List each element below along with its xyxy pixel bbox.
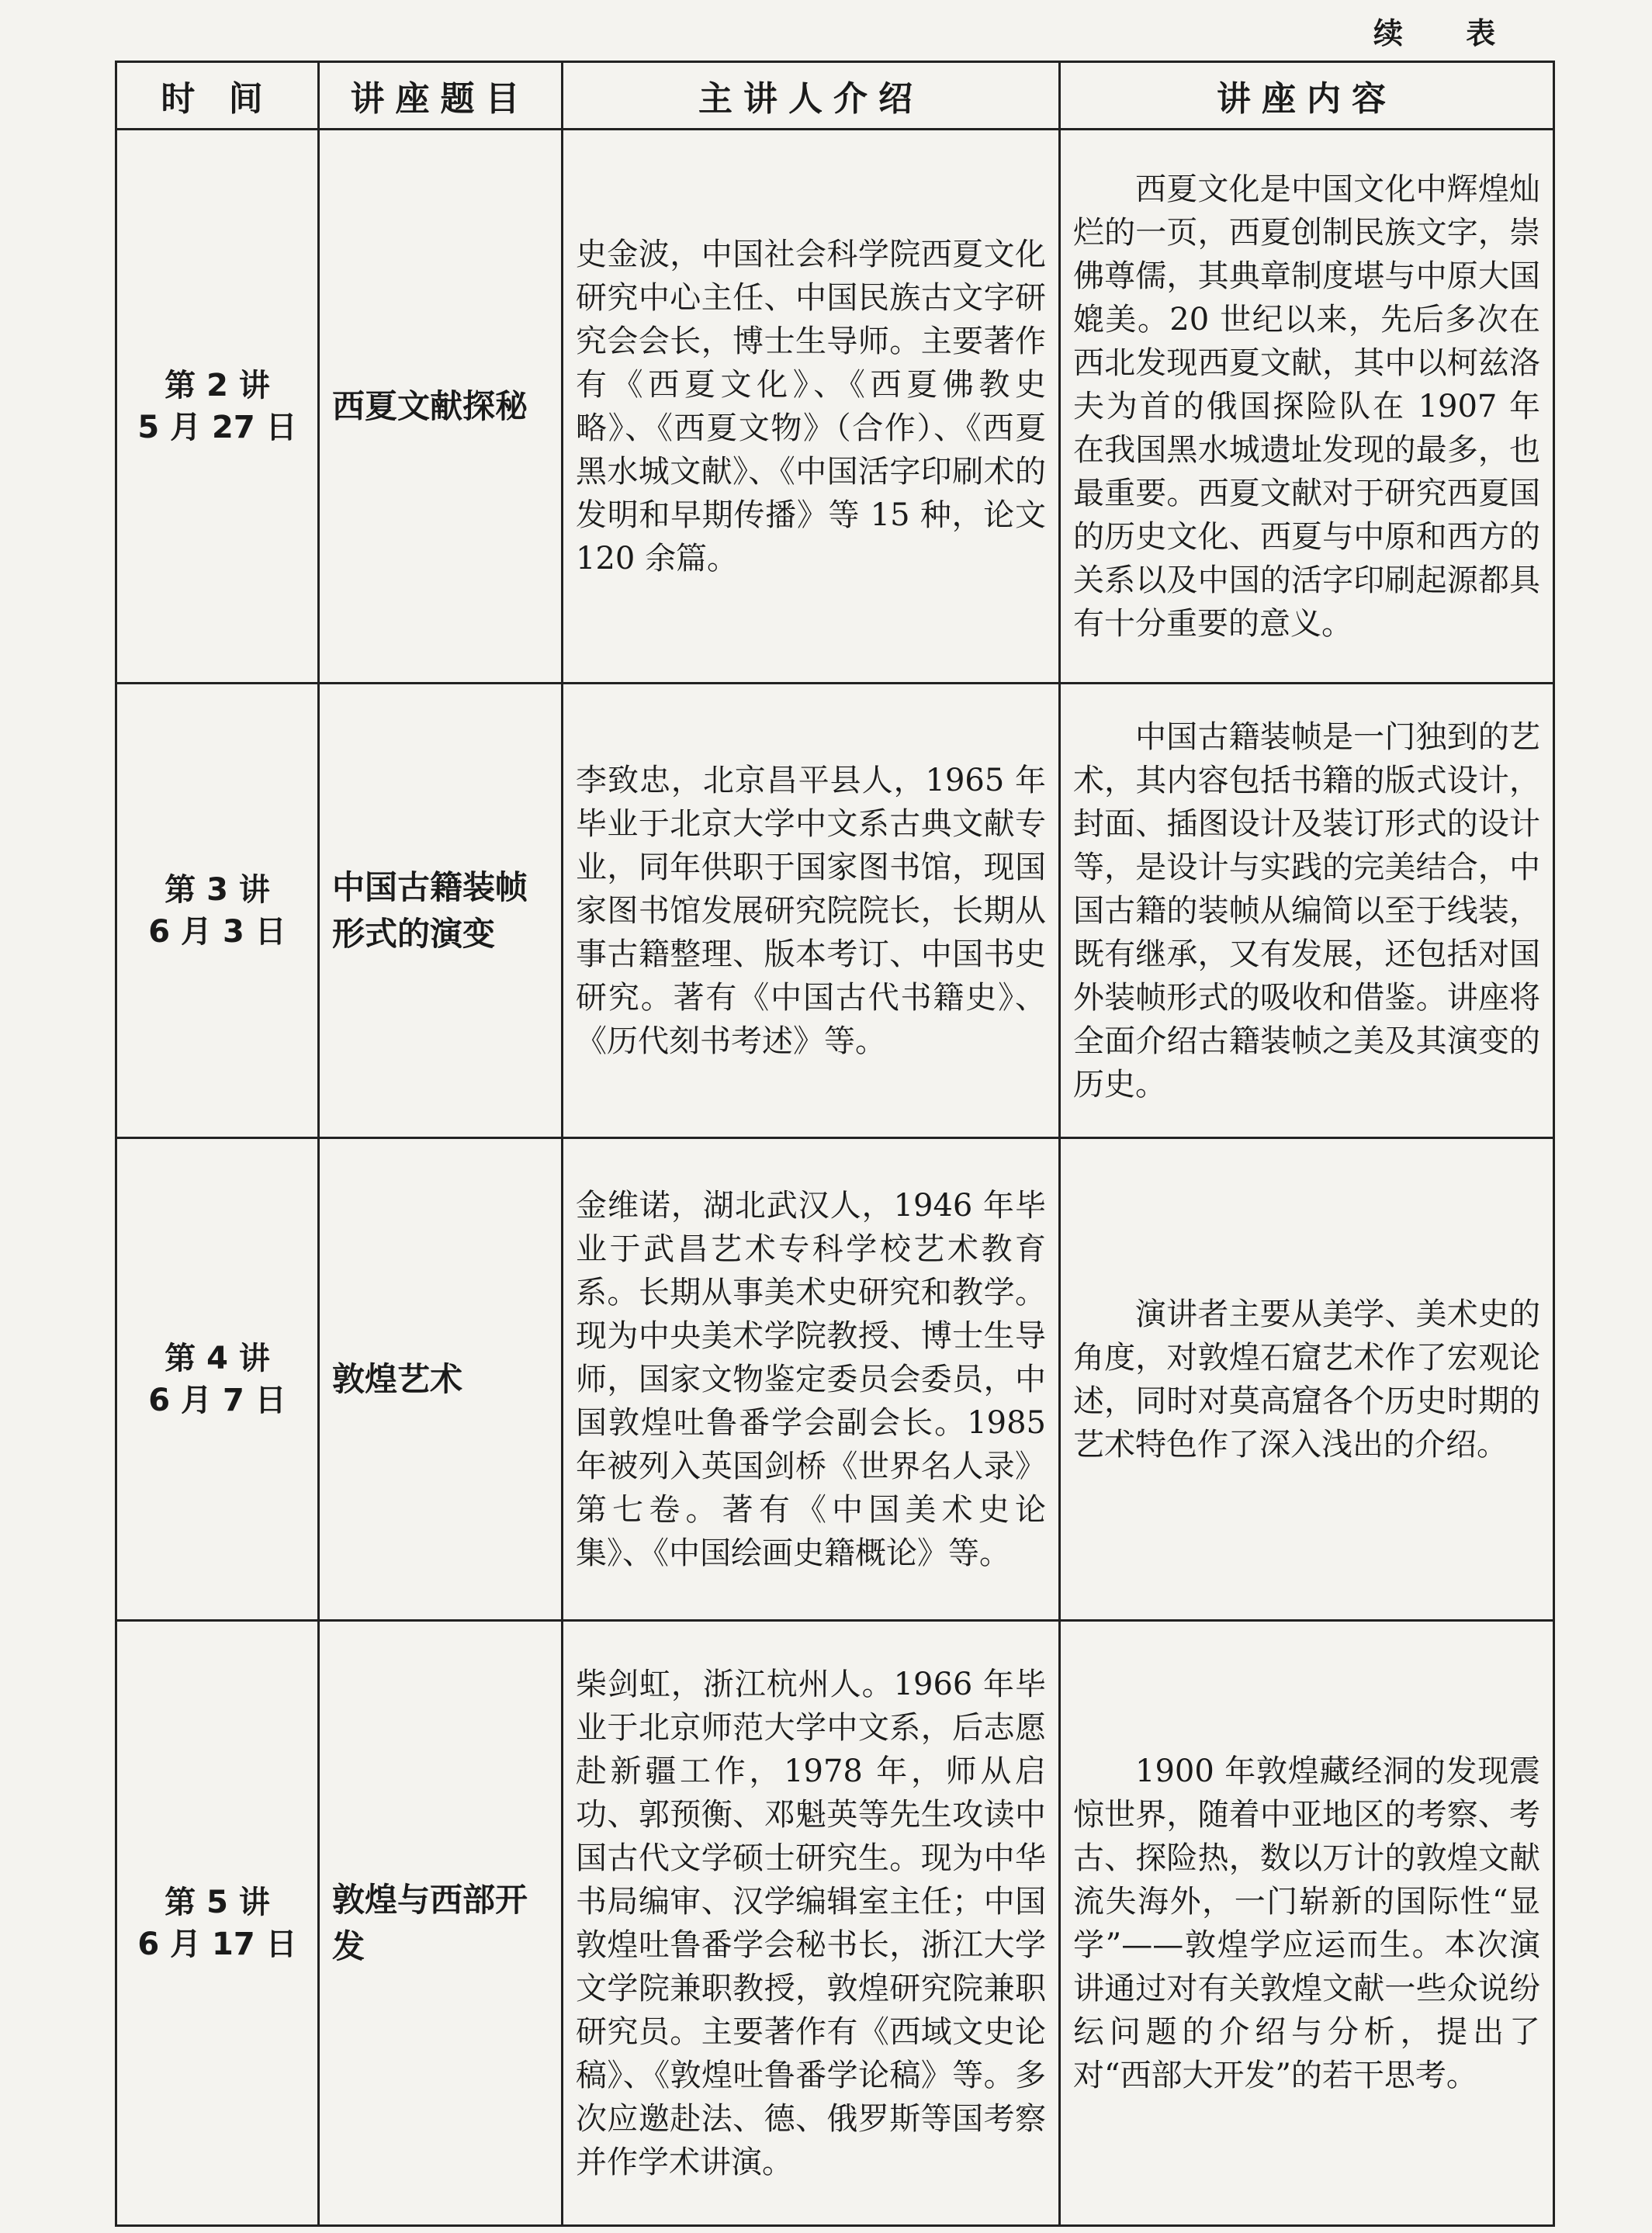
header-row <box>116 62 1554 130</box>
header-topic: 讲座题目 <box>319 62 563 130</box>
speaker-cell: 李致忠，北京昌平县人，1965 年毕业于北京大学中文系古典文献专业，同年供职于国家图书馆，现国家图书馆发展研究院院长，长期从事古籍整理、版本考订、中国书史研究。著有《中国古代书籍史》、《历代刻书考述》等。 <box>563 684 1060 1138</box>
lecture-number: 第 5 讲 <box>165 1884 270 1920</box>
topic-cell: 敦煌与西部开发 <box>319 1621 563 2226</box>
topic-cell: 中国古籍装帧形式的演变 <box>319 684 563 1138</box>
lecture-date: 6 月 7 日 <box>148 1382 286 1418</box>
header-speaker: 主讲人介绍 <box>563 62 1060 130</box>
content-cell: 演讲者主要从美学、美术史的角度，对敦煌石窟艺术作了宏观论述，同时对莫高窟各个历史时期的艺术特色作了深入浅出的介绍。 <box>1060 1138 1554 1621</box>
lecture-date: 5 月 27 日 <box>137 409 297 445</box>
time-cell <box>116 130 319 684</box>
time-cell <box>116 1621 319 2226</box>
time-cell <box>116 684 319 1138</box>
lecture-date: 6 月 3 日 <box>148 913 286 950</box>
header-content: 讲座内容 <box>1060 62 1554 130</box>
table-row <box>116 684 1554 1138</box>
topic-cell: 西夏文献探秘 <box>319 130 563 684</box>
table-row <box>116 1621 1554 2226</box>
speaker-cell: 史金波，中国社会科学院西夏文化研究中心主任、中国民族古文字研究会会长，博士生导师。主要著作有《西夏文化》、《西夏佛教史略》、《西夏文物》（合作）、《西夏黑水城文献》、《中国活字印刷术的发明和早期传播》等 15 种，论文 120 余篇。 <box>563 130 1060 684</box>
lecture-date: 6 月 17 日 <box>137 1926 297 1962</box>
lecture-number: 第 2 讲 <box>165 367 270 403</box>
speaker-cell: 柴剑虹，浙江杭州人。1966 年毕业于北京师范大学中文系，后志愿赴新疆工作，1978 年，师从启功、郭预衡、邓魁英等先生攻读中国古代文学硕士研究生。现为中华书局编审、汉学编辑室主任；中国敦煌吐鲁番学会秘书长，浙江大学文学院兼职教授，敦煌研究院兼职研究员。主要著作有《西域文史论稿》、《敦煌吐鲁番学论稿》等。多次应邀赴法、德、俄罗斯等国考察并作学术讲演。 <box>563 1621 1060 2226</box>
lecture-number: 第 4 讲 <box>165 1340 270 1376</box>
header-time: 时 间 <box>116 62 319 130</box>
continued-label: 续 表 <box>1373 16 1522 50</box>
topic-cell: 敦煌艺术 <box>319 1138 563 1621</box>
time-cell <box>116 1138 319 1621</box>
lecture-table <box>115 61 1555 2227</box>
speaker-cell: 金维诺，湖北武汉人，1946 年毕业于武昌艺术专科学校艺术教育系。长期从事美术史研究和教学。现为中央美术学院教授、博士生导师，国家文物鉴定委员会委员，中国敦煌吐鲁番学会副会长。1985 年被列入英国剑桥《世界名人录》第七卷。著有《中国美术史论集》、《中国绘画史籍概论》等。 <box>563 1138 1060 1621</box>
content-cell: 西夏文化是中国文化中辉煌灿烂的一页，西夏创制民族文字，崇佛尊儒，其典章制度堪与中原大国媲美。20 世纪以来，先后多次在西北发现西夏文献，其中以柯兹洛夫为首的俄国探险队在 1907 年在我国黑水城遗址发现的最多，也最重要。西夏文献对于研究西夏国的历史文化、西夏与中原和西方的关系以及中国的活字印刷起源都具有十分重要的意义。 <box>1060 130 1554 684</box>
table-row <box>116 1138 1554 1621</box>
lecture-number: 第 3 讲 <box>165 871 270 908</box>
content-cell: 1900 年敦煌藏经洞的发现震惊世界，随着中亚地区的考察、考古、探险热，数以万计的敦煌文献流失海外，一门崭新的国际性“显学”——敦煌学应运而生。本次演讲通过对有关敦煌文献一些众说纷纭问题的介绍与分析，提出了对“西部大开发”的若干思考。 <box>1060 1621 1554 2226</box>
table-row <box>116 130 1554 684</box>
content-cell: 中国古籍装帧是一门独到的艺术，其内容包括书籍的版式设计，封面、插图设计及装订形式的设计等，是设计与实践的完美结合，中国古籍的装帧从编简以至于线装，既有继承，又有发展，还包括对国外装帧形式的吸收和借鉴。讲座将全面介绍古籍装帧之美及其演变的历史。 <box>1060 684 1554 1138</box>
